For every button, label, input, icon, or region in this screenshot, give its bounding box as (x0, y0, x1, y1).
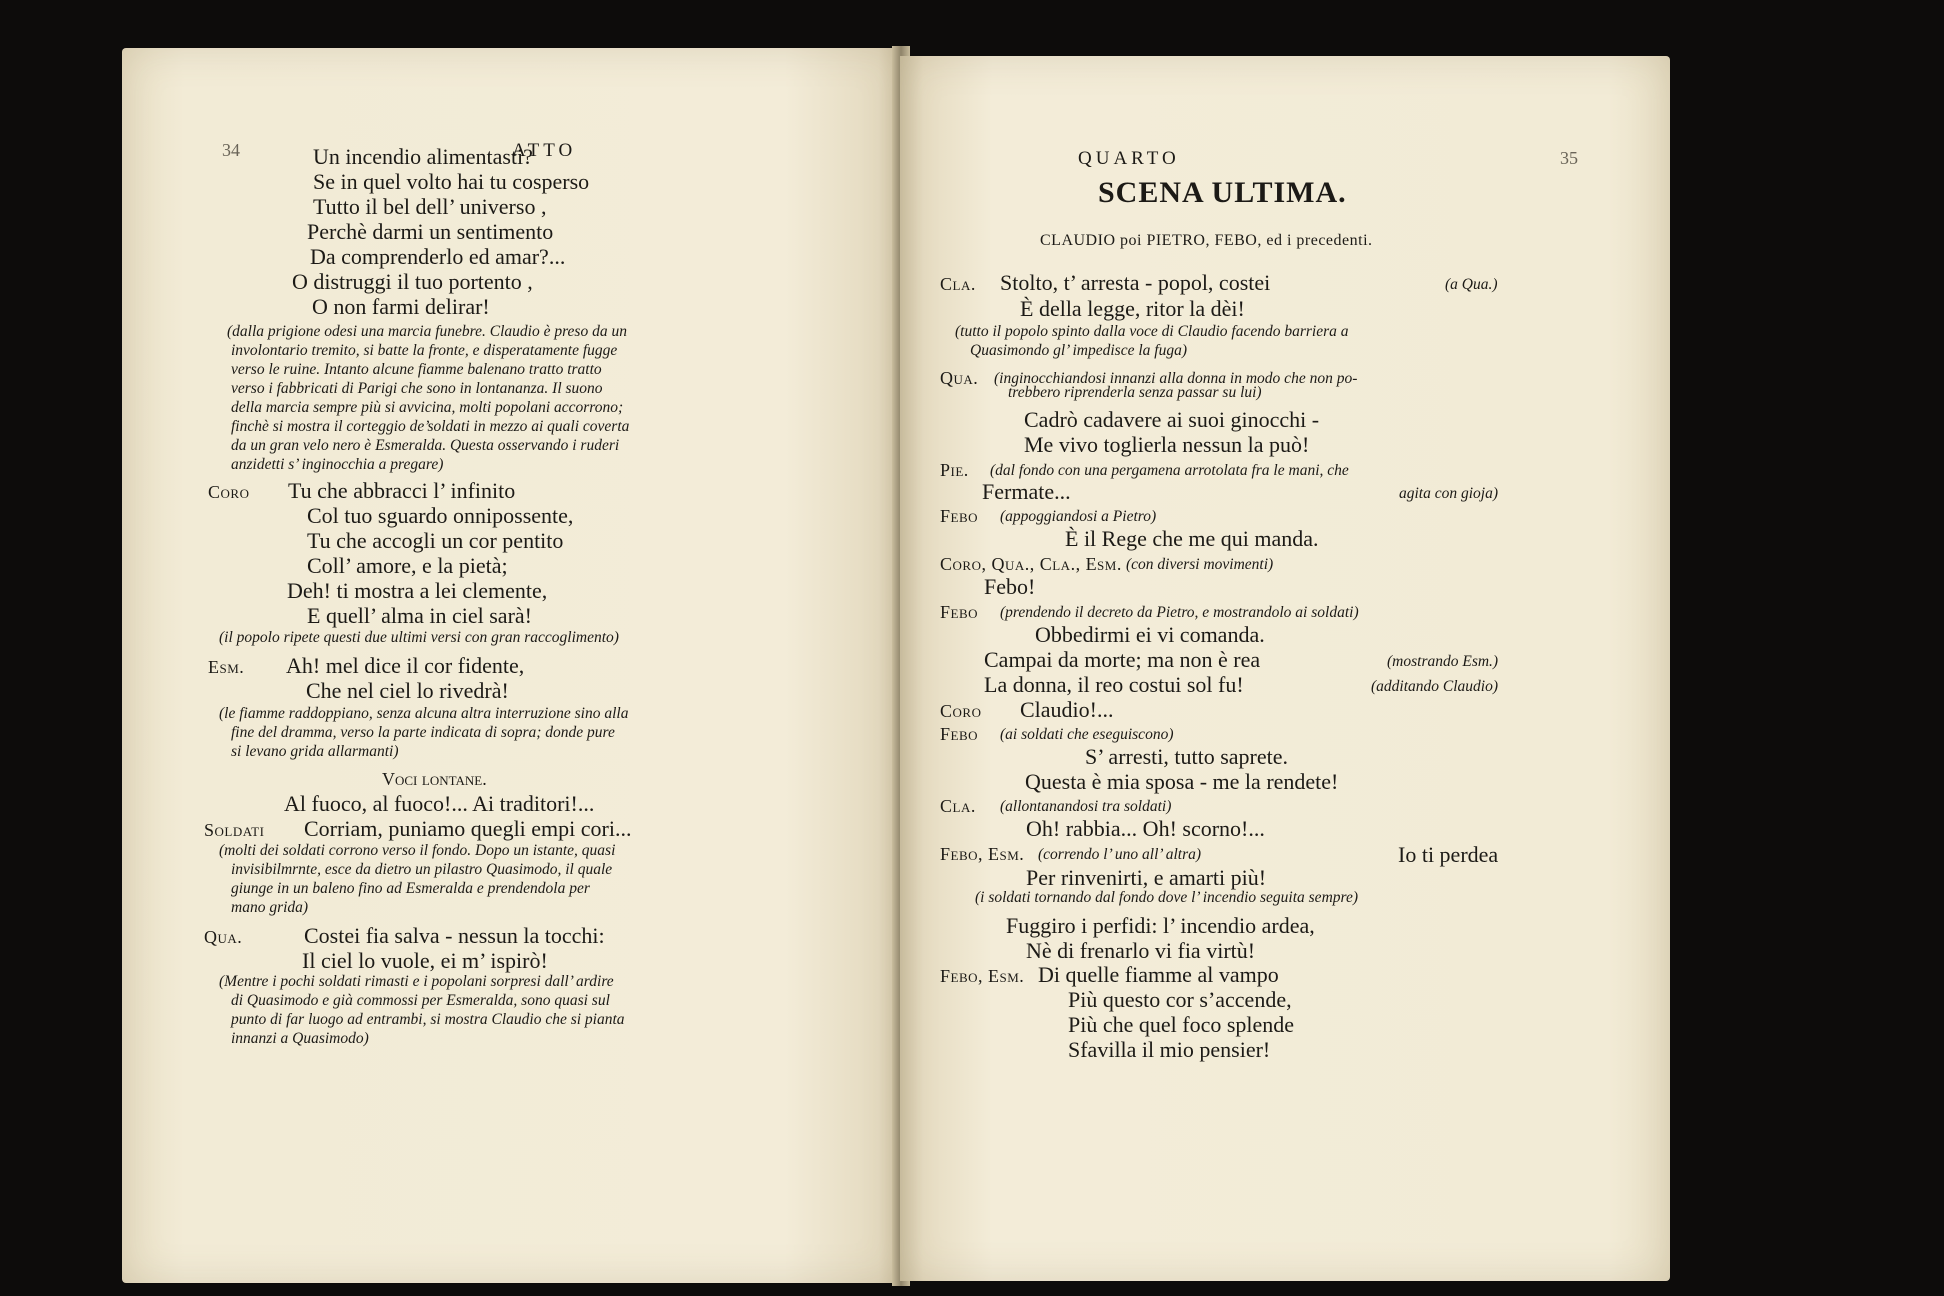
right-stage-direction: Quasimondo gl’ impedisce la fuga) (970, 342, 1187, 359)
speaker-verse: Stolto, t’ arresta - popol, costei (1000, 270, 1271, 295)
speaker-direction: (appoggiandosi a Pietro) (1000, 508, 1157, 525)
right-speaker-line (940, 962, 1279, 989)
right-verse-line: È il Rege che me qui manda. (1065, 526, 1319, 551)
left-verse-line: O distruggi il tuo portento , (292, 269, 533, 294)
right-verse-line: Questa è mia sposa - me la rendete! (1025, 769, 1339, 794)
book-spread (112, 40, 1672, 1280)
left-stage-direction: di Quasimodo e già commossi per Esmeralda, sono quasi sul (231, 992, 610, 1009)
right-stage-direction: (i soldati tornando dal fondo dove l’ incendio seguita sempre) (975, 889, 1359, 906)
left-verse-line: Da comprenderlo ed amar?... (310, 244, 566, 269)
left-stage-direction: invisibilmrnte, esce da dietro un pilastro Quasimodo, il quale (231, 861, 613, 878)
speaker-name: Febo (940, 506, 979, 526)
left-verse-line: O non farmi delirar! (312, 294, 490, 319)
left-stage-direction: finchè si mostra il corteggio de’soldati in mezzo ai quali coverta (231, 418, 630, 435)
right-verse-line: Sfavilla il mio pensier! (1068, 1037, 1271, 1062)
speaker-verse: Costei fia salva - nessun la tocchi: (304, 923, 605, 948)
right-page (900, 56, 1670, 1281)
left-stage-direction: giunge in un baleno fino ad Esmeralda e prendendola per (231, 880, 590, 897)
left-verse-line: Perchè darmi un sentimento (307, 219, 554, 244)
right-verse-line: Campai da morte; ma non è rea (984, 647, 1261, 672)
right-speaker-line (940, 792, 1172, 819)
page-number-left: 34 (222, 140, 240, 160)
left-speaker-line (208, 653, 525, 680)
left-stage-direction: (il popolo ripete questi due ultimi versi con gran raccoglimento) (219, 629, 619, 646)
left-verse-line: Un incendio alimentasti? (313, 144, 533, 169)
left-verse-line: E quell’ alma in ciel sarà! (307, 603, 532, 628)
right-speaker-line (940, 270, 1271, 297)
right-verse-line: Cadrò cadavere ai suoi ginocchi - (1024, 407, 1320, 432)
right-verse-line: Fermate... (982, 479, 1071, 504)
left-speaker-line (204, 816, 632, 843)
speaker-name: Coro (208, 482, 250, 502)
speaker-direction: (con diversi movimenti) (1126, 556, 1274, 573)
speaker-verse: Claudio!... (1020, 697, 1114, 722)
left-stage-direction: (molti dei soldati corrono verso il fondo. Dopo un istante, quasi (219, 842, 616, 859)
speaker-name: Esm. (208, 657, 245, 677)
right-speaker-line (940, 456, 1349, 483)
right-right-aligned-text: agita con gioja) (1399, 485, 1499, 502)
speaker-name: Coro (940, 701, 982, 721)
left-stage-direction: della marcia sempre più si avvicina, molti popolani accorrono; (231, 399, 624, 416)
speaker-name: Febo (940, 602, 979, 622)
speaker-name: Febo, Esm. (940, 966, 1025, 986)
right-right-aligned-text: (additando Claudio) (1371, 678, 1499, 695)
left-stage-direction: si levano grida allarmanti) (231, 743, 399, 760)
right-verse-line: Obbedirmi ei vi comanda. (1035, 622, 1265, 647)
left-verse-line: Se in quel volto hai tu cosperso (313, 169, 590, 194)
right-speaker-line (940, 364, 1358, 391)
cast-line: CLAUDIO poi PIETRO, FEBO, ed i precedenti. (1040, 232, 1373, 249)
right-speaker-line (940, 502, 1157, 529)
right-right-aligned-text: Io ti perdea (1398, 842, 1499, 867)
speaker-name: Febo, Esm. (940, 844, 1025, 864)
right-stage-direction: trebbero riprenderla senza passar su lui) (1008, 384, 1262, 401)
right-verse-line: È della legge, ritor la dèi! (1020, 296, 1245, 321)
right-verse-line: Più questo cor s’accende, (1068, 987, 1292, 1012)
left-stage-direction: (dalla prigione odesi una marcia funebre. Claudio è preso da un (227, 323, 627, 340)
left-stage-direction: (Mentre i pochi soldati rimasti e i popolani sorpresi dall’ ardire (219, 973, 614, 990)
right-speaker-line (940, 720, 1174, 747)
speaker-direction: (allontanandosi tra soldati) (1000, 798, 1172, 815)
right-verse-line: Febo! (984, 574, 1036, 599)
speaker-name: Cla. (940, 796, 976, 816)
right-verse-line: Più che quel foco splende (1068, 1012, 1295, 1037)
speaker-direction: (prendendo il decreto da Pietro, e mostrandolo ai soldati) (1000, 604, 1359, 621)
speaker-direction: (inginocchiandosi innanzi alla donna in modo che non po- (994, 370, 1358, 387)
speaker-verse: Corriam, puniamo quegli empi cori... (304, 816, 632, 841)
speaker-verse: Tu che abbracci l’ infinito (288, 478, 516, 503)
speaker-name: Coro, Qua., Cla., Esm. (940, 554, 1122, 574)
right-right-aligned-text: (mostrando Esm.) (1387, 653, 1499, 670)
left-verse-line: Il ciel lo vuole, ei m’ ispirò! (302, 948, 548, 973)
left-stage-direction: verso i fabbricati di Parigi che sono in lontananza. Il suono (231, 380, 603, 397)
speaker-verse: Ah! mel dice il cor fidente, (286, 653, 525, 678)
left-verse-line: Che nel ciel lo rivedrà! (306, 678, 509, 703)
right-speaker-line (940, 550, 1274, 577)
speaker-direction: (dal fondo con una pergamena arrotolata fra le mani, che (990, 462, 1349, 479)
left-stage-direction: anzidetti s’ inginocchia a pregare) (231, 456, 444, 473)
left-verse-line: Tutto il bel dell’ universo , (313, 194, 547, 219)
speaker-name: Cla. (940, 274, 976, 294)
right-verse-line: S’ arresti, tutto saprete. (1085, 744, 1289, 769)
left-stage-direction: da un gran velo nero è Esmeralda. Questa osservando i ruderi (231, 437, 620, 454)
left-voices-label: Voci lontane. (382, 769, 487, 789)
left-page (122, 48, 902, 1283)
left-verse-line: Deh! ti mostra a lei clemente, (287, 578, 548, 603)
left-verse-line: Coll’ amore, e la pietà; (307, 553, 508, 578)
speaker-verse: Di quelle fiamme al vampo (1038, 962, 1279, 987)
left-stage-direction: (le fiamme raddoppiano, senza alcuna altra interruzione sino alla (219, 705, 629, 722)
right-verse-line: Nè di frenarlo vi fia virtù! (1026, 938, 1256, 963)
right-verse-line: La donna, il reo costui sol fu! (984, 672, 1244, 697)
left-speaker-line (204, 923, 605, 950)
left-stage-direction: involontario tremito, si batte la fronte, e disperatamente fugge (231, 342, 618, 359)
scene-title: SCENA ULTIMA. (1098, 176, 1347, 209)
speaker-name: Febo (940, 724, 979, 744)
speaker-direction: (correndo l’ uno all’ altra) (1038, 846, 1202, 863)
speaker-direction: (ai soldati che eseguiscono) (1000, 726, 1174, 743)
right-verse-line: Per rinvenirti, e amarti più! (1026, 865, 1267, 890)
speaker-name: Soldati (204, 820, 265, 840)
speaker-name: Pie. (940, 460, 969, 480)
left-verse-line: Al fuoco, al fuoco!... Ai traditori!... (284, 791, 595, 816)
right-stage-direction: (tutto il popolo spinto dalla voce di Claudio facendo barriera a (955, 323, 1349, 340)
speaker-name: Qua. (204, 927, 243, 947)
right-verse-line: Oh! rabbia... Oh! scorno!... (1026, 816, 1265, 841)
right-verse-line: Me vivo toglierla nessun la può! (1024, 432, 1310, 457)
right-speaker-line (940, 840, 1202, 867)
speaker-name: Qua. (940, 368, 979, 388)
right-verse-line: Fuggiro i perfidi: l’ incendio ardea, (1006, 913, 1315, 938)
right-right-aligned-text: (a Qua.) (1445, 276, 1498, 293)
running-head-left: ATTO (512, 140, 577, 161)
running-head-right: QUARTO (1078, 148, 1180, 169)
left-verse-line: Col tuo sguardo onnipossente, (307, 503, 574, 528)
left-stage-direction: innanzi a Quasimodo) (231, 1030, 369, 1047)
left-speaker-line (208, 478, 516, 505)
left-stage-direction: verso le ruine. Intanto alcune fiamme balenano tratto tratto (231, 361, 602, 378)
right-speaker-line (940, 598, 1359, 625)
left-verse-line: Tu che accogli un cor pentito (307, 528, 564, 553)
left-stage-direction: mano grida) (231, 899, 309, 916)
page-number-right: 35 (1560, 148, 1578, 168)
left-stage-direction: fine del dramma, verso la parte indicata di sopra; donde pure (231, 724, 615, 741)
left-stage-direction: punto di far luogo ad entrambi, si mostra Claudio che si pianta (231, 1011, 625, 1028)
